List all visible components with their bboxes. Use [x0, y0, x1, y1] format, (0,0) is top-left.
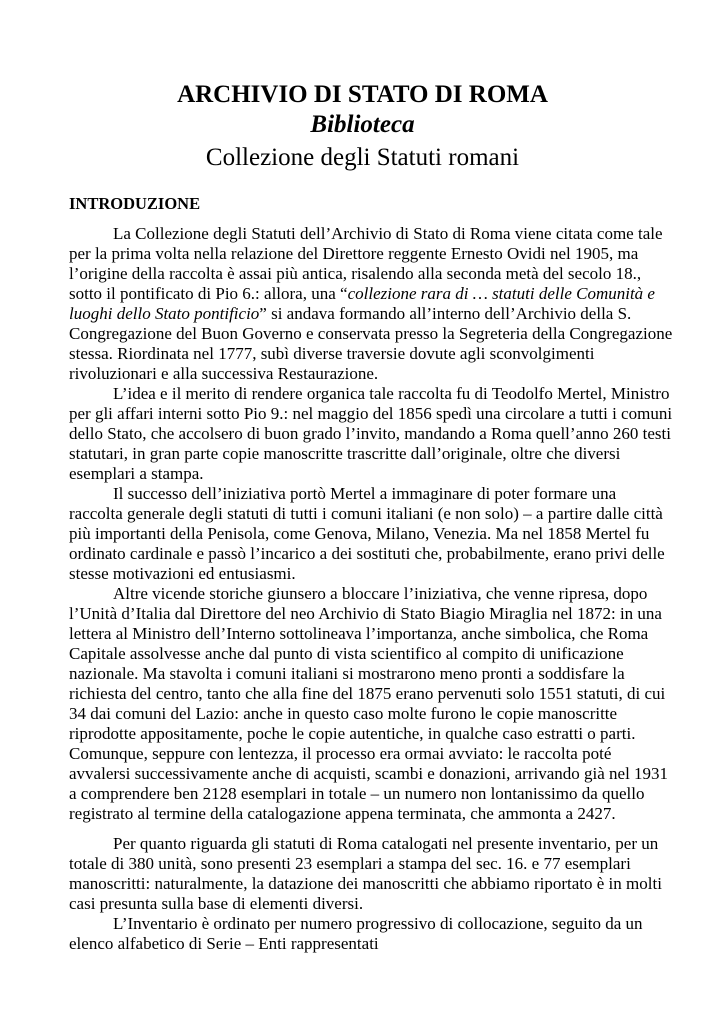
- paragraph-1-text-a: La Collezione degli Statuti dell’Archivio di Stato di Roma viene citata come tale per la prima volta nella relazione del Direttore reggente Ernesto Ovidi nel 1905, ma l’origine della raccolta è assai più antica, risalendo alla seconda metà del secolo 18., sotto il pontificato di Pio 6.: allora, una “: [69, 224, 663, 303]
- section-heading: INTRODUZIONE: [69, 194, 201, 213]
- collection-title: Collezione degli Statuti romani: [205, 144, 520, 171]
- paragraph-6: L’Inventario è ordinato per numero progressivo di collocazione, seguito da un elenco alfabetico di Serie – Enti rappresentati: [69, 914, 643, 953]
- title-block: [0, 80, 725, 176]
- paragraph-1: [69, 224, 673, 384]
- introduction-body: [69, 224, 673, 954]
- paragraph-1-quote: collezione rara di … statuti delle Comunità e luoghi dello Stato pontificio: [69, 284, 655, 323]
- institution-title: ARCHIVIO DI STATO DI ROMA: [177, 81, 548, 108]
- paragraph-4: Altre vicende storiche giunsero a bloccare l’iniziativa, che venne ripresa, dopo l’Unità d’Italia dal Direttore del neo Archivio di Stato Biagio Miraglia nel 1872: in una lettera al Ministro dell’Interno sottolineava l’importanza, anche simbolica, che Roma Capitale assolvesse anche dal punto di vista scientifico al compito di unificazione nazionale. Ma stavolta i comuni italiani si mostrarono meno pronti a soddisfare la richiesta del centro, tanto che alla fine del 1875 erano pervenuti solo 1551 statuti, di cui 34 dai comuni del Lazio: anche in questo caso molte furono le copie manoscritte riprodotte appositamente, poche le copie autentiche, in qualche caso estratti o parti. Comunque, seppure con lentezza, il processo era ormai avviato: le raccolta poté avvalersi successivamente anche di acquisti, scambi e donazioni, arrivando già nel 1931 a comprendere ben 2128 esemplari in totale – un numero non lontanissimo da quello registrato al termine della catalogazione appena terminata, che ammonta a 2427.: [69, 584, 669, 823]
- paragraph-1-text-b: ” si andava formando all’interno dell’Archivio della S. Congregazione del Buon Governo e conservata presso la Segreteria della Congregazione stessa. Riordinata nel 1777, subì diverse traversie dovute agli sconvolgimenti rivoluzionari e alla successiva Restaurazione.: [69, 304, 673, 383]
- paragraph-2: L’idea e il merito di rendere organica tale raccolta fu di Teodolfo Mertel, Ministro per gli affari interni sotto Pio 9.: nel maggio del 1856 spedì una circolare a tutti i comuni dello Stato, che accolsero di buon grado l’invito, mandando a Roma quell’anno 260 testi statutari, in gran parte copie manoscritte trascritte dall’originale, oltre che diversi esemplari a stampa.: [69, 384, 673, 483]
- department-title: Biblioteca: [310, 111, 415, 138]
- paragraph-5: Per quanto riguarda gli statuti di Roma catalogati nel presente inventario, per un totale di 380 unità, sono presenti 23 esemplari a stampa del sec. 16. e 77 esemplari manoscritti: naturalmente, la datazione dei manoscritti che abbiamo riportato è in molti casi presunta sulla base di elementi diversi.: [69, 834, 662, 913]
- paragraph-3: Il successo dell’iniziativa portò Mertel a immaginare di poter formare una raccolta generale degli statuti di tutti i comuni italiani (e non solo) – a partire dalle città più importanti della Penisola, come Genova, Milano, Venezia. Ma nel 1858 Mertel fu ordinato cardinale e passò l’incarico a dei sostituti che, probabilmente, erano privi delle stesse motivazioni ed entusiasmi.: [69, 484, 665, 583]
